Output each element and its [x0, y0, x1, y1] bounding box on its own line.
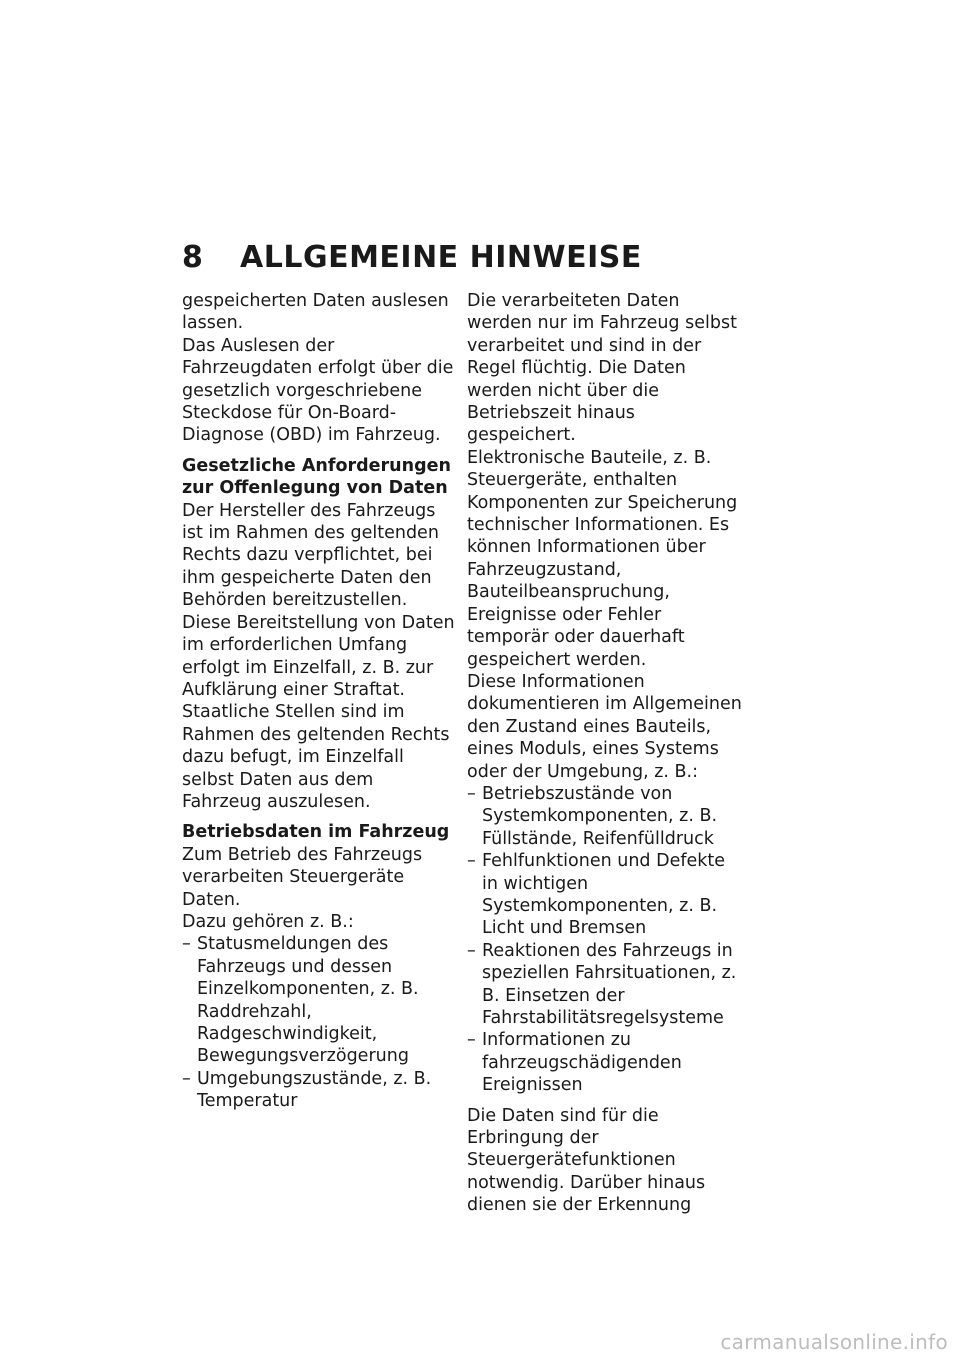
paragraph: Die verarbeiteten Daten werden nur im Fahrzeug selbst verarbeitet und sind in der Regel flüchtig. Die Daten werden nicht über die Betriebszeit hinaus gespeichert.	[467, 291, 737, 446]
bullet-list	[467, 783, 743, 1097]
watermark: carmanualsonline.info	[720, 1330, 948, 1354]
list-item: – Umgebungszustände, z. B. Temperatur	[182, 1068, 458, 1113]
bullet-list	[182, 933, 458, 1112]
chapter-number: 8	[182, 240, 204, 275]
section-heading-legal: Gesetzliche Anforderungen zur Offenlegung von Daten	[182, 455, 451, 499]
paragraph: Elektronische Bauteile, z. B. Steuergeräte, enthalten Komponenten zur Speicherung technischer Informationen. Es können Informationen über Fahrzeugzustand, Bauteilbeanspruchung, Ereignisse oder Fehler temporär oder dauerhaft gespeichert werden.	[467, 447, 738, 670]
section-heading-operating-data: Betriebsdaten im Fahrzeug	[182, 822, 450, 843]
left-column	[182, 290, 458, 1113]
paragraph: Das Auslesen der Fahrzeugdaten erfolgt über die gesetzlich vorgeschriebene Steckdose für On-Board-Diagnose (OBD) im Fahrzeug.	[182, 335, 454, 446]
paragraph: Die Daten sind für die Erbringung der Steuergerätefunktionen notwendig. Darüber hinaus dienen sie der Erkennung	[467, 1105, 706, 1216]
right-column	[467, 290, 743, 1217]
paragraph: Der Hersteller des Fahrzeugs ist im Rahmen des geltenden Rechts dazu verpflichtet, bei ihm gespeicherte Daten den Behörden bereitzustellen. Diese Bereitstellung von Daten im erforderlichen Umfang erfolgt im Einzelfall, z. B. zur Aufklärung einer Straftat.	[182, 500, 455, 700]
paragraph: Dazu gehören z. B.:	[182, 911, 354, 932]
list-item: – Reaktionen des Fahrzeugs in speziellen Fahrsituationen, z. B. Einsetzen der Fahrstabilitätsregelsysteme	[467, 940, 743, 1030]
paragraph: Diese Informationen dokumentieren im Allgemeinen den Zustand eines Bauteils, eines Moduls, eines Systems oder der Umgebung, z. B.:	[467, 671, 742, 782]
list-item: – Fehlfunktionen und Defekte in wichtigen Systemkomponenten, z. B. Licht und Bremsen	[467, 850, 743, 940]
chapter-heading	[182, 240, 642, 275]
list-item: – Statusmeldungen des Fahrzeugs und dessen Einzelkomponenten, z. B. Raddrehzahl, Radgeschwindigkeit, Bewegungsverzögerung	[182, 933, 458, 1067]
list-item: – Betriebszustände von Systemkomponenten, z. B. Füllstände, Reifenfülldruck	[467, 783, 743, 850]
paragraph: Staatliche Stellen sind im Rahmen des geltenden Rechts dazu befugt, im Einzelfall selbst Daten aus dem Fahrzeug auszulesen.	[182, 702, 450, 812]
paragraph: gespeicherten Daten auslesen lassen.	[182, 291, 449, 334]
list-item: – Informationen zu fahrzeugschädigenden Ereignissen	[467, 1029, 743, 1096]
chapter-title: ALLGEMEINE HINWEISE	[240, 240, 642, 275]
paragraph: Zum Betrieb des Fahrzeugs verarbeiten Steuergeräte Daten.	[182, 844, 423, 910]
